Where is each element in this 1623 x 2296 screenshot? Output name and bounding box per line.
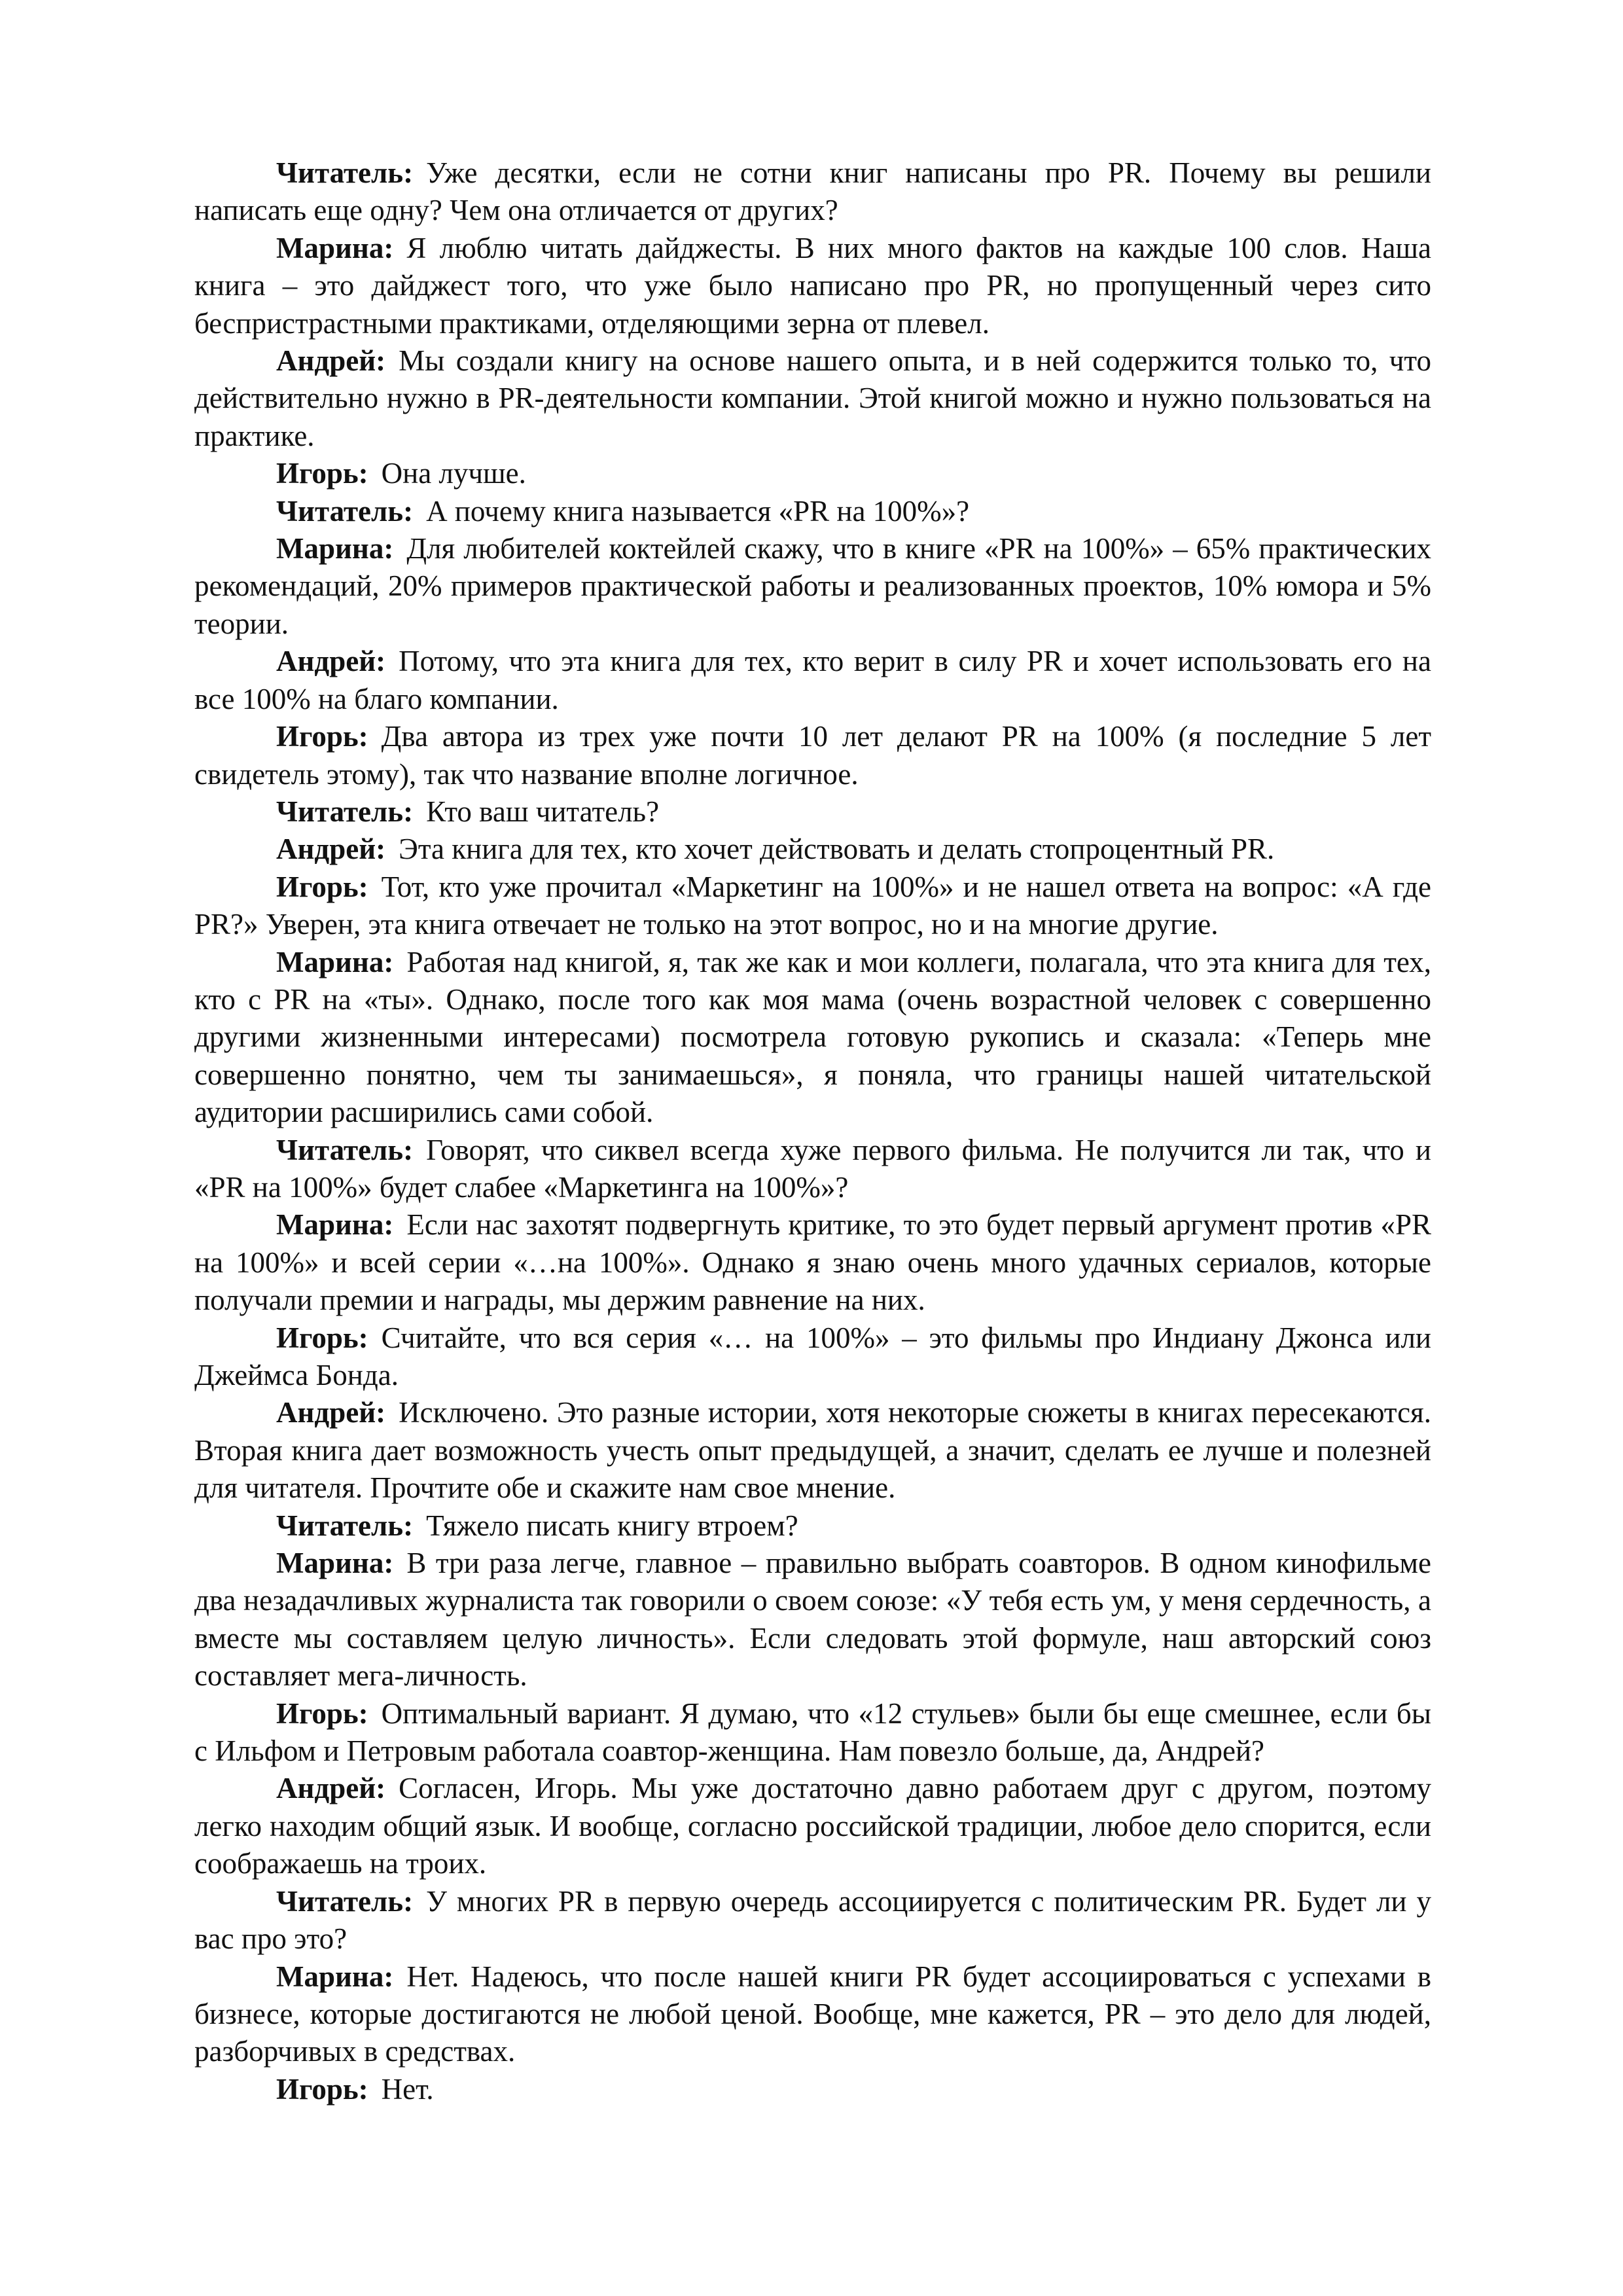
speaker-name: Марина:: [276, 231, 394, 264]
dialogue-paragraph: [194, 1958, 1431, 2071]
dialogue-text: Мы создали книгу на основе нашего опыта, и в ней содержится только то, что действительно нужно в PR-деятельности компании. Этой книгой можно и нужно пользоваться на практике.: [194, 344, 1431, 452]
dialogue-paragraph: [194, 1394, 1431, 1507]
dialogue-text: Я люблю читать дайджесты. В них много фактов на каждые 100 слов. Наша книга – это дайджест того, что уже было написано про PR, но пропущенный через сито беспристрастными практиками, отделяющими зерна от плевел.: [194, 231, 1431, 340]
speaker-name: Марина:: [276, 1547, 394, 1580]
speaker-name: Марина:: [276, 945, 394, 978]
dialogue-text: В три раза легче, главное – правильно выбрать соавторов. В одном кинофильме два незадачливых журналиста так говорили о своем союзе: «У тебя есть ум, у меня сердечность, а вместе мы составляем целую личность». Если следовать этой формуле, наш авторский союз составляет мега-личность.: [194, 1547, 1431, 1693]
dialogue-paragraph: [194, 1695, 1431, 1770]
speaker-name: Андрей:: [276, 344, 386, 378]
dialogue-text: Для любителей коктейлей скажу, что в книге «PR на 100%» – 65% практических рекомендаций, 20% примеров практической работы и реализованных проектов, 10% юмора и 5% теории.: [194, 532, 1431, 640]
dialogue-paragraph: [194, 2071, 1431, 2108]
dialogue-text: Нет.: [381, 2072, 434, 2106]
dialogue-paragraph: [194, 869, 1431, 944]
dialogue-paragraph: [194, 944, 1431, 1132]
dialogue-paragraph: [194, 493, 1431, 530]
dialogue-text: Говорят, что сиквел всегда хуже первого фильма. Не получится ли так, что и «PR на 100%» будет слабее «Маркетинга на 100%»?: [194, 1133, 1431, 1204]
speaker-name: Читатель:: [276, 156, 414, 189]
dialogue-paragraph: [194, 154, 1431, 230]
dialogue-paragraph: [194, 230, 1431, 342]
dialogue-text: Тяжело писать книгу втроем?: [426, 1509, 798, 1542]
speaker-name: Марина:: [276, 1960, 394, 1993]
dialogue-paragraph: [194, 455, 1431, 492]
dialogue-text: Если нас захотят подвергнуть критике, то это будет первый аргумент против «PR на 100%» и всей серии «…на 100%». Однако я знаю очень много удачных сериалов, которые получали премии и награды, мы держим равнение на них.: [194, 1208, 1431, 1317]
dialogue-text: У многих PR в первую очередь ассоциируется с политическим PR. Будет ли у вас про это?: [194, 1884, 1431, 1956]
speaker-name: Андрей:: [276, 1772, 386, 1805]
dialogue-paragraph: [194, 643, 1431, 718]
dialogue-text: Работая над книгой, я, так же как и мои коллеги, полагала, что эта книга для тех, кто с PR на «ты». Однако, после того как моя мама (очень возрастной человек с совершенно другими жизненными интересами) посмотрела готовую рукопись и сказала: «Теперь мне совершенно понятно, чем ты занимаешься», я поняла, что границы нашей читательской аудитории расширились сами собой.: [194, 945, 1431, 1129]
dialogue-paragraph: [194, 1770, 1431, 1882]
speaker-name: Игорь:: [276, 720, 368, 753]
dialogue-paragraph: [194, 1132, 1431, 1207]
dialogue-text: А почему книга называется «PR на 100%»?: [426, 494, 970, 528]
dialogue-paragraph: [194, 793, 1431, 831]
speaker-name: Марина:: [276, 532, 394, 565]
dialogue-paragraph: [194, 342, 1431, 455]
dialogue-paragraph: [194, 718, 1431, 793]
speaker-name: Читатель:: [276, 1884, 414, 1918]
speaker-name: Читатель:: [276, 1509, 414, 1542]
dialogue-text: Тот, кто уже прочитал «Маркетинг на 100%» и не нашел ответа на вопрос: «А где PR?» Уверен, эта книга отвечает не только на этот вопрос, но и на многие другие.: [194, 870, 1431, 941]
document-page: [194, 154, 1431, 2108]
dialogue-text: Два автора из трех уже почти 10 лет делают PR на 100% (я последние 5 лет свидетель этому), так что название вполне логичное.: [194, 720, 1431, 791]
dialogue-text: Кто ваш читатель?: [426, 795, 660, 828]
dialogue-text: Согласен, Игорь. Мы уже достаточно давно работаем друг с другом, поэтому легко находим общий язык. И вообще, согласно российской традиции, любое дело спорится, если соображаешь на троих.: [194, 1772, 1431, 1880]
dialogue-paragraph: [194, 1206, 1431, 1319]
dialogue-text: Оптимальный вариант. Я думаю, что «12 стульев» были бы еще смешнее, если бы с Ильфом и Петровым работала соавтор-женщина. Нам повезло больше, да, Андрей?: [194, 1696, 1431, 1768]
dialogue-paragraph: [194, 530, 1431, 643]
dialogue-text: Уже десятки, если не сотни книг написаны про PR. Почему вы решили написать еще одну? Чем она отличается от других?: [194, 156, 1431, 227]
speaker-name: Игорь:: [276, 2072, 368, 2106]
speaker-name: Читатель:: [276, 494, 414, 528]
dialogue-text: Исключено. Это разные истории, хотя некоторые сюжеты в книгах пересекаются. Вторая книга дает возможность учесть опыт предыдущей, а значит, сделать ее лучше и полезней для читателя. Прочтите обе и скажите нам свое мнение.: [194, 1396, 1431, 1505]
speaker-name: Игорь:: [276, 1321, 368, 1354]
dialogue-paragraph: [194, 1319, 1431, 1395]
dialogue-paragraph: [194, 831, 1431, 868]
dialogue-text: Нет. Надеюсь, что после нашей книги PR будет ассоциироваться с успехами в бизнесе, которые достигаются не любой ценой. Вообще, мне кажется, PR – это дело для людей, разборчивых в средствах.: [194, 1960, 1431, 2068]
dialogue-paragraph: [194, 1883, 1431, 1958]
dialogue-text: Считайте, что вся серия «… на 100%» – это фильмы про Индиану Джонса или Джеймса Бонда.: [194, 1321, 1431, 1391]
speaker-name: Читатель:: [276, 1133, 414, 1166]
speaker-name: Андрей:: [276, 645, 386, 678]
speaker-name: Игорь:: [276, 870, 368, 903]
speaker-name: Игорь:: [276, 1696, 368, 1730]
speaker-name: Читатель:: [276, 795, 414, 828]
speaker-name: Марина:: [276, 1208, 394, 1242]
speaker-name: Андрей:: [276, 1396, 386, 1429]
dialogue-paragraph: [194, 1545, 1431, 1695]
speaker-name: Игорь:: [276, 457, 368, 490]
dialogue-text: Потому, что эта книга для тех, кто верит в силу PR и хочет использовать его на все 100% на благо компании.: [194, 645, 1431, 715]
speaker-name: Андрей:: [276, 833, 386, 866]
dialogue-text: Эта книга для тех, кто хочет действовать и делать стопроцентный PR.: [399, 833, 1275, 866]
dialogue-paragraph: [194, 1507, 1431, 1545]
dialogue-text: Она лучше.: [381, 457, 526, 490]
